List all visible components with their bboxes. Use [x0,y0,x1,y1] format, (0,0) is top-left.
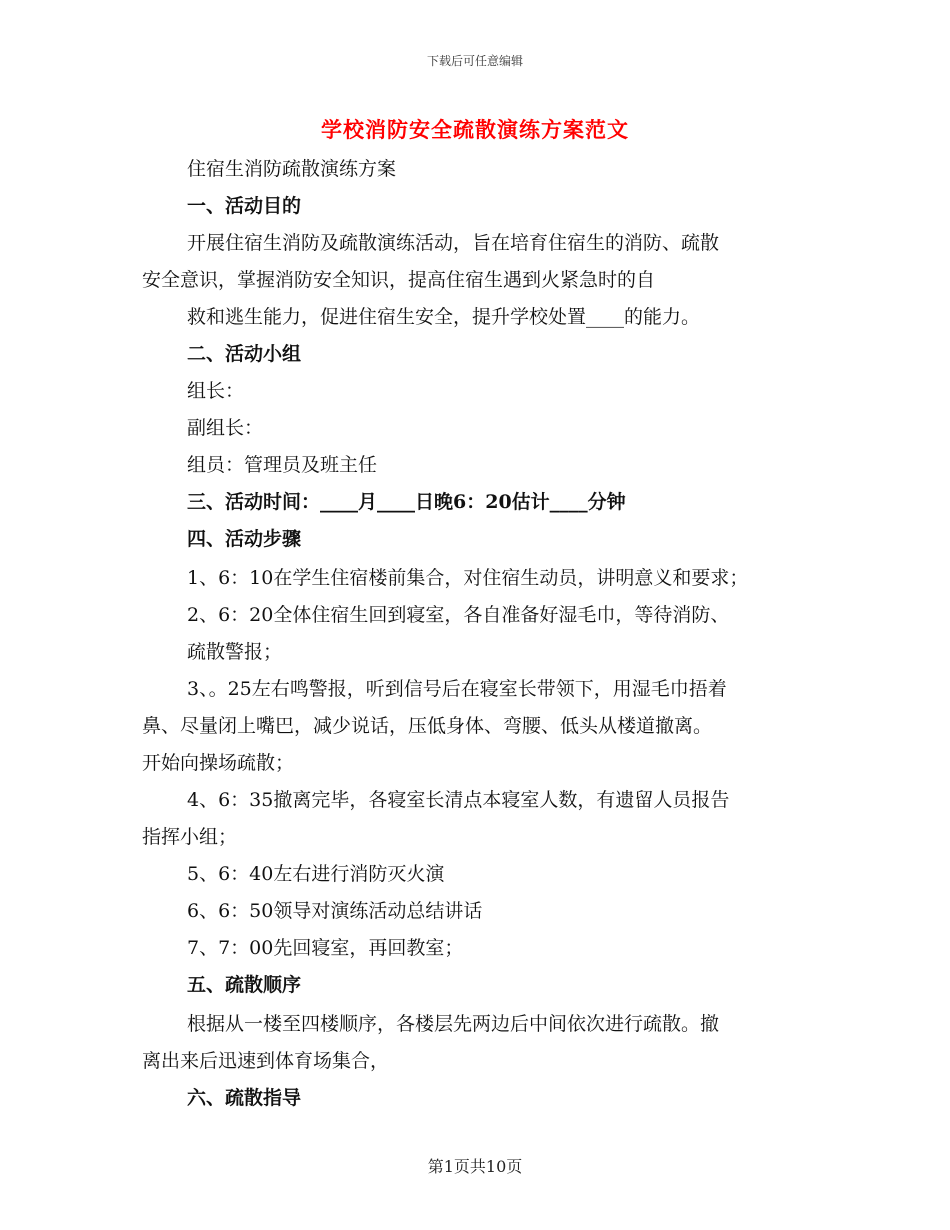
page-header: 下载后可任意编辑 [426,54,523,68]
step-item: 6、6：50领导对演练活动总结讲话 [187,900,483,922]
document-title: 学校消防安全疏散演练方案范文 [321,117,629,142]
heading-guidance: 六、疏散指导 [187,1087,302,1109]
heading-order: 五、疏散顺序 [187,974,302,996]
step-item-continued: 开始向操场疏散； [142,752,295,774]
team-members: 组员：管理员及班主任 [187,454,378,476]
team-leader: 组长： [187,380,245,402]
page-footer: 第1页共10页 [427,1157,523,1176]
step-item: 2、6：20全体住宿生回到寝室，各自准备好湿毛巾，等待消防、 [187,604,730,626]
paragraph-line: 安全意识，掌握消防安全知识，提高住宿生遇到火紧急时的自 [142,269,656,291]
team-deputy-leader: 副组长： [187,417,264,439]
paragraph-line: 救和逃生能力，促进住宿生安全，提升学校处置____的能力。 [187,306,701,328]
step-item: 4、6：35撤离完毕，各寝室长清点本寝室人数，有遗留人员报告 [187,789,730,811]
heading-time: 三、活动时间：____月____日晚6：20估计____分钟 [187,491,626,513]
step-item: 7、7：00先回寝室，再回教室； [187,937,464,959]
heading-steps: 四、活动步骤 [187,528,302,550]
step-item-continued: 疏散警报； [187,641,283,663]
heading-team: 二、活动小组 [187,343,302,365]
step-item: 1、6：10在学生住宿楼前集合，对住宿生动员，讲明意义和要求； [187,567,749,589]
step-item: 5、6：40左右进行消防灭火演 [187,863,445,885]
subtitle: 住宿生消防疏散演练方案 [187,158,397,180]
step-item-continued: 指挥小组； [142,826,238,848]
paragraph-line: 离出来后迅速到体育场集合， [142,1050,390,1072]
paragraph-line: 根据从一楼至四楼顺序，各楼层先两边后中间依次进行疏散。撤 [187,1013,720,1035]
step-item-continued: 鼻、尽量闭上嘴巴，减少说话，压低身体、弯腰、低头从楼道撤离。 [142,715,713,737]
heading-purpose: 一、活动目的 [187,195,302,217]
step-item: 3、。25左右鸣警报，听到信号后在寝室长带领下，用湿毛巾捂着 [187,678,727,700]
paragraph-line: 开展住宿生消防及疏散演练活动，旨在培育住宿生的消防、疏散 [187,232,720,254]
